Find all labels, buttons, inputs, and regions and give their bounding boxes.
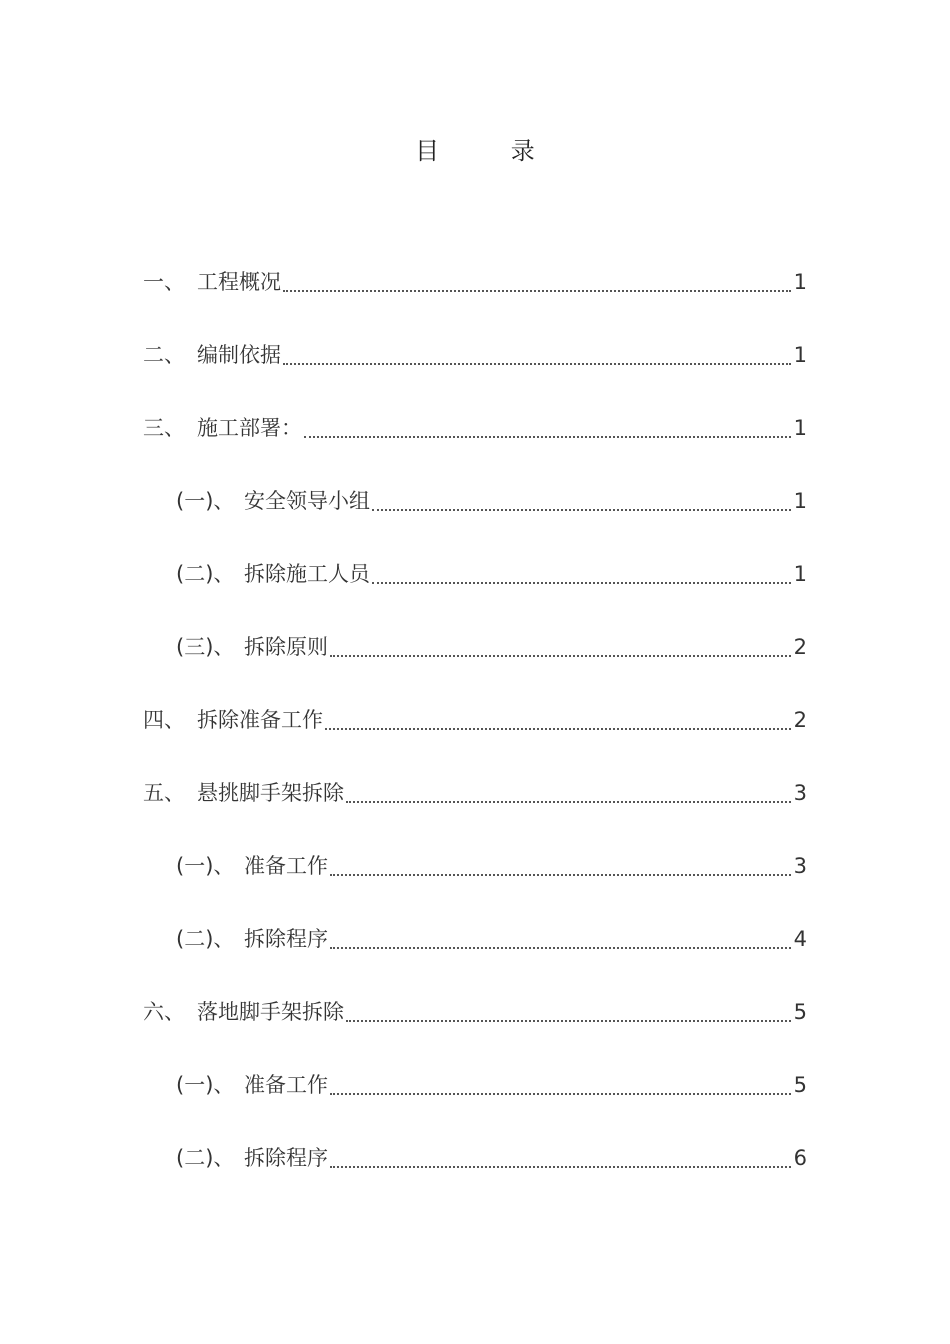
toc-subentry[interactable]	[143, 629, 807, 702]
toc-entry-title: 准备工作	[244, 1073, 328, 1097]
toc-entry-number: 六、	[143, 1000, 185, 1024]
toc-dot-leader	[304, 410, 791, 438]
toc-dot-leader	[330, 848, 791, 876]
toc-entry-page: 5	[793, 1000, 807, 1024]
toc-entry-number: 一、	[143, 270, 185, 294]
toc-dot-leader	[283, 337, 791, 365]
toc-entry-page: 2	[793, 635, 807, 659]
toc-entry-page: 1	[793, 270, 807, 294]
toc-dot-leader	[330, 629, 791, 657]
toc-subentry[interactable]	[143, 556, 807, 629]
toc-entry-page: 2	[793, 708, 807, 732]
toc-entry-number: (二)、	[176, 1146, 235, 1170]
toc-subentry[interactable]	[143, 921, 807, 994]
toc-entry[interactable]	[143, 264, 807, 337]
toc-entry-title: 编制依据	[197, 343, 281, 367]
toc-dot-leader	[330, 1140, 791, 1168]
toc-entry-title: 施工部署：	[197, 416, 302, 440]
toc-entry-title: 工程概况	[197, 270, 281, 294]
toc-entry-page: 4	[793, 927, 807, 951]
toc-entry-number: (一)、	[176, 854, 235, 878]
toc-entry-page: 3	[793, 854, 807, 878]
toc-entry[interactable]	[143, 702, 807, 775]
toc-list	[143, 264, 807, 1213]
toc-entry-page: 1	[793, 489, 807, 513]
toc-entry-number: 五、	[143, 781, 185, 805]
toc-entry[interactable]	[143, 410, 807, 483]
toc-entry-number: 四、	[143, 708, 185, 732]
toc-entry-title: 拆除准备工作	[197, 708, 323, 732]
toc-entry-number: (二)、	[176, 562, 235, 586]
toc-subentry[interactable]	[143, 1140, 807, 1213]
toc-entry-number: (二)、	[176, 927, 235, 951]
toc-entry-title: 拆除施工人员	[244, 562, 370, 586]
toc-entry-title: 拆除程序	[244, 1146, 328, 1170]
toc-entry-title: 拆除程序	[244, 927, 328, 951]
toc-subentry[interactable]	[143, 483, 807, 556]
toc-entry-title: 拆除原则	[244, 635, 328, 659]
toc-entry-title: 悬挑脚手架拆除	[197, 781, 344, 805]
toc-entry-number: (一)、	[176, 1073, 235, 1097]
toc-entry[interactable]	[143, 775, 807, 848]
toc-dot-leader	[346, 775, 791, 803]
toc-entry-number: 三、	[143, 416, 185, 440]
toc-entry-number: (一)、	[176, 489, 235, 513]
toc-dot-leader	[330, 921, 791, 949]
toc-dot-leader	[372, 556, 791, 584]
toc-subentry[interactable]	[143, 848, 807, 921]
toc-entry[interactable]	[143, 337, 807, 410]
toc-entry-page: 5	[793, 1073, 807, 1097]
toc-entry-title: 落地脚手架拆除	[197, 1000, 344, 1024]
toc-dot-leader	[346, 994, 791, 1022]
toc-entry-title: 准备工作	[244, 854, 328, 878]
toc-entry[interactable]	[143, 994, 807, 1067]
toc-dot-leader	[283, 264, 791, 292]
toc-dot-leader	[325, 702, 791, 730]
toc-dot-leader	[372, 483, 791, 511]
toc-entry-number: (三)、	[176, 635, 235, 659]
toc-entry-page: 1	[793, 562, 807, 586]
toc-entry-page: 1	[793, 343, 807, 367]
toc-entry-title: 安全领导小组	[244, 489, 370, 513]
toc-entry-page: 3	[793, 781, 807, 805]
toc-title: 目 录	[415, 137, 567, 165]
toc-subentry[interactable]	[143, 1067, 807, 1140]
toc-dot-leader	[330, 1067, 791, 1095]
toc-entry-number: 二、	[143, 343, 185, 367]
toc-entry-page: 6	[793, 1146, 807, 1170]
toc-entry-page: 1	[793, 416, 807, 440]
